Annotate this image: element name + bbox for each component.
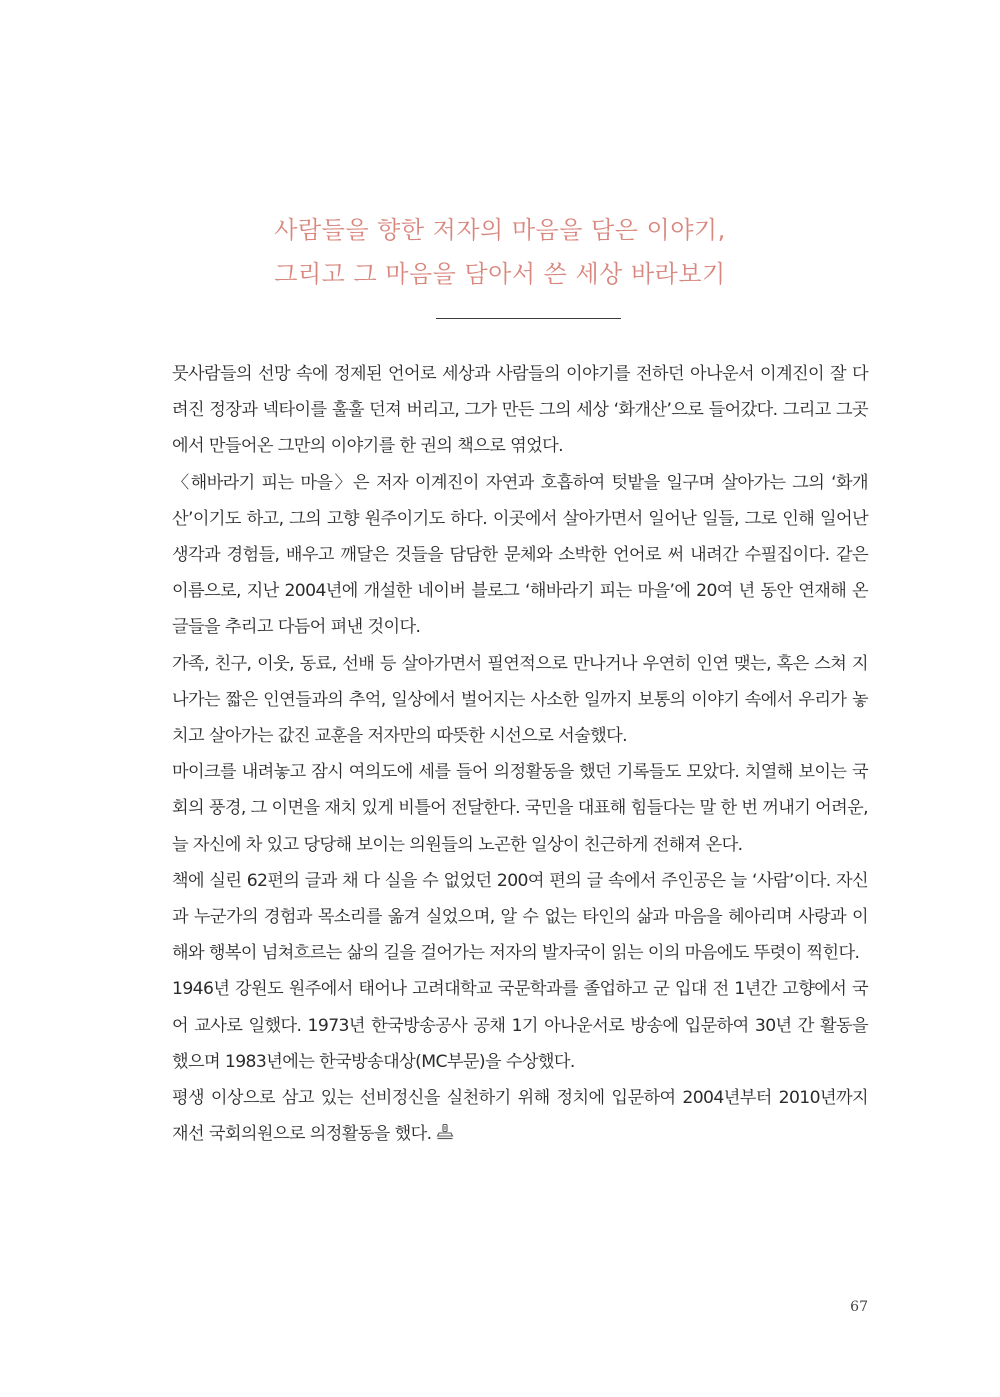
paragraph-1: 뭇사람들의 선망 속에 정제된 언어로 세상과 사람들의 이야기를 전하던 아나운서 이계진이 잘 다려진 정장과 넥타이를 훌훌 던져 버리고, 그가 만든 그의 세상 ‘화개산’으로 들어갔다. 그리고 그곳에서 만들어온 그만의 이야기를 한 권의 책으로 엮었다. xyxy=(172,364,868,457)
paragraph-5: 책에 실린 62편의 글과 채 다 실을 수 없었던 200여 편의 글 속에서 주인공은 늘 ‘사람’이다. 자신과 누군가의 경험과 목소리를 옮겨 실었으며, 알 수 없는 타인의 삶과 마음을 헤아리며 사랑과 이해와 행복이 넘쳐흐르는 삶의 길을 걸어가는 저자의 발자국이 읽는 이의 마음에도 뚜렷이 찍힌다. xyxy=(172,870,868,964)
title-block xyxy=(0,208,1000,296)
paragraph-2: 〈해바라기 피는 마을〉은 저자 이계진이 자연과 호흡하여 텃밭을 일구며 살아가는 그의 ‘화개산’이기도 하고, 그의 고향 원주이기도 하다. 이곳에서 살아가면서 일어난 일들, 그로 인해 일어난 생각과 경험들, 배우고 깨달은 것들을 담담한 문체와 소박한 언어로 써 내려간 수필집이다. 같은 이름으로, 지난 2004년에 개설한 네이버 블로그 ‘해바라기 피는 마을’에 20여 년 동안 연재해 온 글들을 추리고 다듬어 펴낸 것이다. xyxy=(172,472,868,638)
paragraph-7 xyxy=(172,1080,868,1152)
title-divider xyxy=(436,318,621,319)
body-text xyxy=(172,356,868,1152)
page-number: 67 xyxy=(850,1299,868,1315)
title-line-1: 사람들을 향한 저자의 마음을 담은 이야기, xyxy=(274,216,726,244)
paragraph-4: 마이크를 내려놓고 잠시 여의도에 세를 들어 의정활동을 했던 기록들도 모았다. 치열해 보이는 국회의 풍경, 그 이면을 재치 있게 비틀어 전달한다. 국민을 대표해 힘들다는 말 한 번 꺼내기 어려운, 늘 자신에 차 있고 당당해 보이는 의원들의 노곤한 일상이 친근하게 전해져 온다. xyxy=(172,762,868,855)
paragraph-7-text: 평생 이상으로 삼고 있는 선비정신을 실천하기 위해 정치에 입문하여 2004년부터 2010년까지 재선 국회의원으로 의정활동을 했다. xyxy=(172,1088,868,1145)
paragraph-6: 1946년 강원도 원주에서 태어나 고려대학교 국문학과를 졸업하고 군 입대 전 1년간 고향에서 국어 교사로 일했다. 1973년 한국방송공사 공채 1기 아나운서로 방송에 입문하여 30년 간 활동을 했으며 1983년에는 한국방송대상(MC부문)을 수상했다. xyxy=(172,979,868,1072)
paragraph-3: 가족, 친구, 이웃, 동료, 선배 등 살아가면서 필연적으로 만나거나 우연히 인연 맺는, 혹은 스쳐 지나가는 짧은 인연들과의 추억, 일상에서 벌어지는 사소한 일까지 보통의 이야기 속에서 우리가 놓치고 살아가는 값진 교훈을 저자만의 따뜻한 시선으로 서술했다. xyxy=(172,653,868,747)
title-line-2: 그리고 그 마음을 담아서 쓴 세상 바라보기 xyxy=(274,260,726,288)
book-end-mark-icon xyxy=(436,1118,454,1136)
